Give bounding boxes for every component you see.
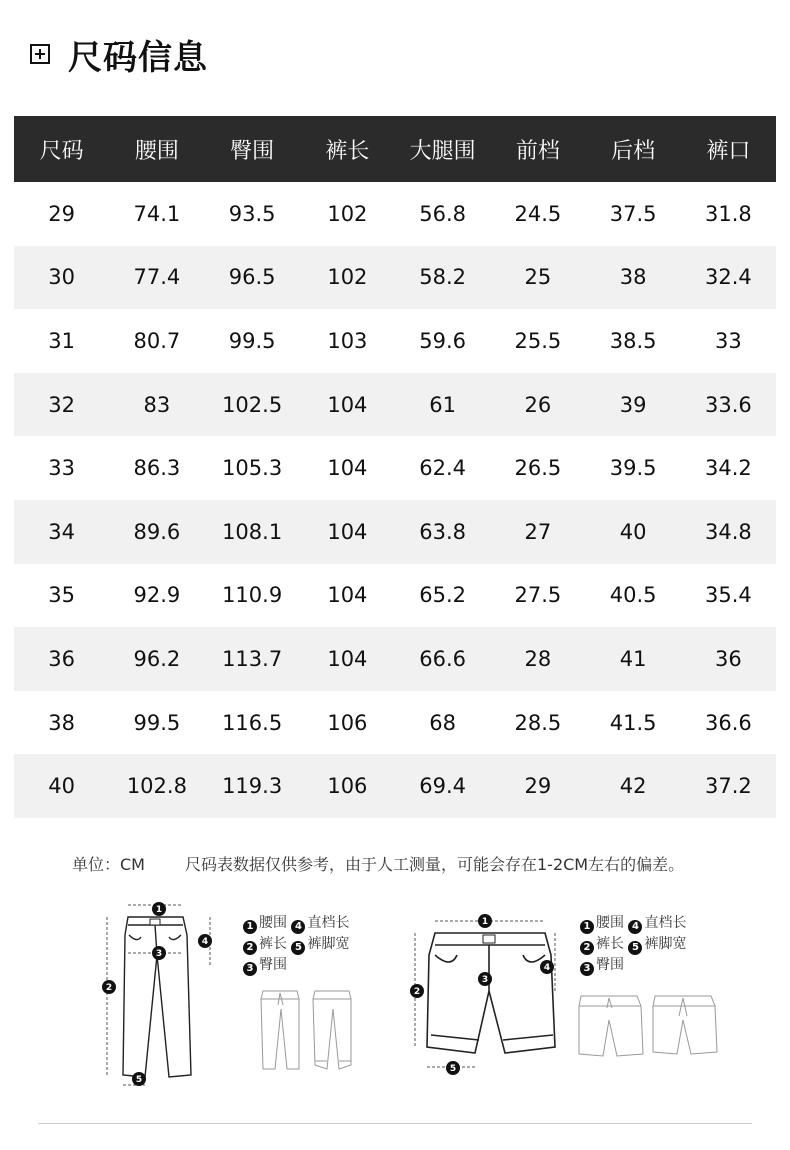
table-cell: 104 [327, 456, 368, 481]
diagram-number: 4 [201, 937, 209, 947]
table-row [14, 246, 776, 310]
table-cell: 42 [619, 774, 647, 799]
table-row [14, 436, 776, 500]
column-header: 大腿围 [409, 138, 476, 164]
table-cell: 92.9 [133, 583, 181, 608]
table-cell: 32 [48, 392, 75, 417]
legend-label: 直档长 [644, 915, 687, 931]
table-cell: 104 [327, 646, 368, 671]
table-cell: 104 [327, 519, 368, 544]
table-cell: 25 [524, 265, 552, 290]
table-cell: 30 [48, 265, 75, 290]
table-cell: 96.5 [228, 265, 276, 290]
table-cell: 80.7 [133, 328, 181, 353]
jogger-pants-sketch [255, 985, 365, 1075]
column-header: 臀围 [230, 138, 275, 164]
table-row [14, 627, 776, 691]
table-cell: 38 [48, 710, 75, 735]
table-cell: 116.5 [222, 710, 283, 735]
table-header-row [14, 116, 776, 182]
legend-number: 1 [580, 920, 594, 934]
measurement-note [72, 852, 684, 875]
diagram-number: 1 [155, 905, 163, 915]
shorts-sketch [575, 990, 725, 1060]
legend-label: 腰围 [596, 915, 624, 931]
column-header: 前档 [515, 138, 560, 164]
table-cell: 34.8 [704, 519, 752, 544]
table-cell: 61 [429, 392, 456, 417]
table-cell: 74.1 [133, 201, 181, 226]
legend-label: 直档长 [307, 915, 350, 931]
column-header: 裤长 [325, 138, 370, 164]
disclaimer-text: 尺码表数据仅供参考，由于人工测量，可能会存在1-2CM左右的偏差。 [184, 855, 685, 874]
legend-number: 5 [291, 941, 305, 955]
table-cell: 40.5 [609, 583, 657, 608]
table-cell: 37.5 [609, 201, 657, 226]
legend-number: 1 [243, 920, 257, 934]
legend-label: 裤长 [259, 936, 287, 952]
table-cell: 26.5 [514, 456, 562, 481]
table-cell: 33 [715, 328, 742, 353]
legend-number: 2 [243, 941, 257, 955]
page-title: 尺码信息 [68, 37, 208, 78]
table-cell: 38.5 [609, 328, 657, 353]
legend-label: 腰围 [259, 915, 287, 931]
legend-number: 2 [580, 941, 594, 955]
table-cell: 106 [327, 774, 368, 799]
table-row [14, 564, 776, 628]
table-cell: 32.4 [704, 265, 752, 290]
table-cell: 96.2 [133, 646, 181, 671]
table-cell: 83 [143, 392, 171, 417]
table-cell: 105.3 [222, 456, 283, 481]
column-header: 后档 [611, 138, 656, 164]
table-cell: 35.4 [704, 583, 752, 608]
table-cell: 41 [619, 646, 647, 671]
table-cell: 102.8 [126, 774, 187, 799]
table-cell: 34 [48, 519, 75, 544]
table-cell: 68 [429, 710, 456, 735]
table-cell: 31 [48, 328, 75, 353]
table-cell: 27 [524, 519, 552, 544]
table-cell: 119.3 [222, 774, 283, 799]
legend-number: 5 [628, 941, 642, 955]
legend-label: 臀围 [259, 957, 287, 973]
table-cell: 69.4 [419, 774, 466, 799]
table-cell: 103 [327, 328, 368, 353]
diagram-number: 3 [481, 975, 489, 985]
table-cell: 65.2 [419, 583, 466, 608]
table-cell: 41.5 [609, 710, 657, 735]
column-header: 尺码 [39, 138, 84, 164]
table-cell: 58.2 [419, 265, 466, 290]
measurement-legend [580, 913, 686, 976]
table-cell: 86.3 [133, 456, 181, 481]
table-cell: 99.5 [133, 710, 181, 735]
table-cell: 28 [524, 646, 552, 671]
shorts-diagram [405, 895, 565, 1085]
table-cell: 113.7 [222, 646, 283, 671]
table-cell: 104 [327, 583, 368, 608]
long-pants-diagram [95, 895, 225, 1095]
table-cell: 89.6 [133, 519, 181, 544]
table-cell: 93.5 [228, 201, 276, 226]
table-row [14, 691, 776, 755]
table-cell: 29 [48, 201, 75, 226]
legend-label: 臀围 [596, 957, 624, 973]
table-cell: 25.5 [514, 328, 562, 353]
table-row [14, 309, 776, 373]
section-header [30, 32, 208, 76]
diagram-number: 2 [105, 983, 113, 993]
table-cell: 24.5 [514, 201, 562, 226]
table-cell: 35 [48, 583, 75, 608]
diagram-number: 3 [155, 949, 163, 959]
table-cell: 63.8 [419, 519, 466, 544]
legend-number: 4 [291, 920, 305, 934]
table-cell: 29 [524, 774, 552, 799]
table-cell: 38 [619, 265, 647, 290]
table-cell: 39 [619, 392, 647, 417]
diagram-number: 1 [481, 917, 489, 927]
table-cell: 102 [327, 201, 368, 226]
legend-label: 裤长 [596, 936, 624, 952]
unit-label: 单位：CM [72, 855, 145, 874]
legend-number: 3 [580, 962, 594, 976]
table-cell: 106 [327, 710, 368, 735]
table-cell: 31.8 [704, 201, 752, 226]
measurement-legend [243, 913, 349, 976]
column-header: 腰围 [134, 138, 179, 164]
legend-number: 4 [628, 920, 642, 934]
table-cell: 33.6 [704, 392, 752, 417]
table-row [14, 500, 776, 564]
table-cell: 28.5 [514, 710, 562, 735]
table-cell: 77.4 [133, 265, 181, 290]
legend-label: 裤脚宽 [307, 936, 350, 952]
table-row [14, 182, 776, 246]
table-cell: 66.6 [419, 646, 466, 671]
table-cell: 62.4 [419, 456, 466, 481]
legend-number: 3 [243, 962, 257, 976]
size-table [14, 116, 776, 818]
table-cell: 36 [715, 646, 742, 671]
diagram-number: 5 [135, 1075, 143, 1085]
diagram-number: 4 [543, 963, 551, 973]
table-cell: 110.9 [222, 583, 283, 608]
table-cell: 27.5 [514, 583, 562, 608]
table-cell: 33 [48, 456, 75, 481]
table-cell: 40 [48, 774, 75, 799]
plus-square-icon [30, 44, 50, 64]
table-cell: 40 [619, 519, 647, 544]
table-cell: 26 [524, 392, 552, 417]
column-header: 裤口 [706, 138, 751, 164]
table-cell: 59.6 [419, 328, 466, 353]
table-cell: 36 [48, 646, 75, 671]
table-cell: 56.8 [419, 201, 466, 226]
diagram-number: 5 [449, 1064, 457, 1074]
table-cell: 102.5 [222, 392, 283, 417]
table-cell: 36.6 [704, 710, 752, 735]
table-cell: 108.1 [222, 519, 283, 544]
table-cell: 34.2 [704, 456, 752, 481]
table-cell: 104 [327, 392, 368, 417]
table-cell: 39.5 [609, 456, 657, 481]
divider [38, 1123, 752, 1124]
diagram-number: 2 [413, 987, 421, 997]
table-cell: 99.5 [228, 328, 276, 353]
table-cell: 102 [327, 265, 368, 290]
legend-label: 裤脚宽 [644, 936, 687, 952]
table-cell: 37.2 [704, 774, 752, 799]
table-row [14, 373, 776, 437]
table-row [14, 754, 776, 818]
